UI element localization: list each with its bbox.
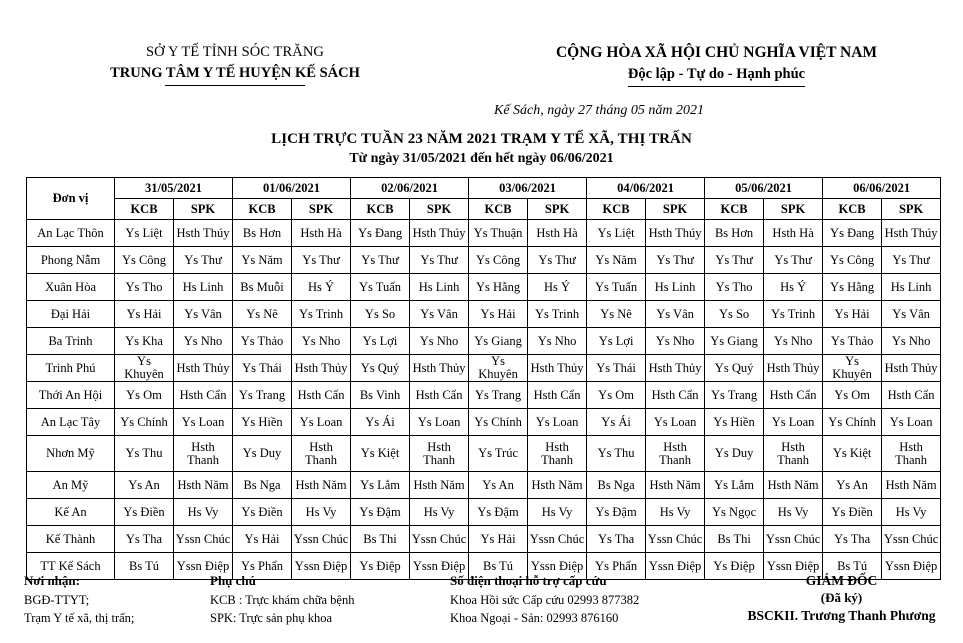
unit-name-cell: Ba Trinh bbox=[27, 328, 115, 355]
duty-cell: Ys Điệp bbox=[351, 553, 410, 580]
duty-cell: Ys Loan bbox=[174, 409, 233, 436]
duty-cell: Hsth Thủy bbox=[174, 355, 233, 382]
duty-cell: Ys Công bbox=[469, 247, 528, 274]
duty-cell: Yssn Chúc bbox=[764, 526, 823, 553]
shift-header-kcb-6: KCB bbox=[823, 199, 882, 220]
unit-column-header: Đơn vị bbox=[27, 178, 115, 220]
duty-cell: Ys Nho bbox=[292, 328, 351, 355]
duty-cell: Hsth Cẩn bbox=[410, 382, 469, 409]
duty-cell: Ys Điệp bbox=[705, 553, 764, 580]
duty-cell: Bs Tú bbox=[823, 553, 882, 580]
duty-cell: Yssn Chúc bbox=[528, 526, 587, 553]
duty-cell: Hs Ý bbox=[764, 274, 823, 301]
duty-cell: Ys Hằng bbox=[823, 274, 882, 301]
unit-name-cell: Phong Nẫm bbox=[27, 247, 115, 274]
duty-cell: Ys An bbox=[823, 472, 882, 499]
table-row bbox=[27, 355, 941, 382]
duty-cell: Ys Kiệt bbox=[351, 436, 410, 472]
duty-cell: Ys Công bbox=[823, 247, 882, 274]
shift-header-spk-6: SPK bbox=[882, 199, 941, 220]
signature-title: GIÁM ĐỐC bbox=[805, 573, 878, 588]
duty-cell: Ys Thái bbox=[587, 355, 646, 382]
duty-cell: Ys Quý bbox=[705, 355, 764, 382]
duty-cell: Ys Thư bbox=[646, 247, 705, 274]
notes-heading: Phụ chú bbox=[210, 573, 256, 588]
duty-cell: Ys Thư bbox=[410, 247, 469, 274]
shift-header-spk-5: SPK bbox=[764, 199, 823, 220]
duty-cell: Ys Nho bbox=[646, 328, 705, 355]
unit-name-cell: Nhơn Mỹ bbox=[27, 436, 115, 472]
duty-cell: Ys Năm bbox=[587, 247, 646, 274]
recipient-item-1: Trạm Y tế xã, thị trấn; bbox=[24, 611, 135, 625]
duty-cell: Hsth Năm bbox=[764, 472, 823, 499]
duty-cell: Hsth Thủy bbox=[292, 355, 351, 382]
duty-cell: Bs Nga bbox=[233, 472, 292, 499]
duty-cell: Ys Quý bbox=[351, 355, 410, 382]
date-header-6: 06/06/2021 bbox=[823, 178, 941, 199]
duty-cell: Yssn Chúc bbox=[882, 526, 941, 553]
duty-cell: Hsth Thúy bbox=[646, 220, 705, 247]
document-title: LỊCH TRỰC TUẦN 23 NĂM 2021 TRẠM Y TẾ XÃ, THỊ TRẤN bbox=[271, 131, 692, 147]
emergency-item-0: Khoa Hồi sức Cấp cứu 02993 877382 bbox=[450, 593, 640, 607]
table-row bbox=[27, 499, 941, 526]
duty-cell: Yssn Điệp bbox=[764, 553, 823, 580]
duty-cell: Ys Đậm bbox=[351, 499, 410, 526]
shift-header-spk-0: SPK bbox=[174, 199, 233, 220]
duty-cell: Hs Linh bbox=[174, 274, 233, 301]
table-row bbox=[27, 382, 941, 409]
duty-cell: Ys Nho bbox=[764, 328, 823, 355]
duty-cell: Ys Duy bbox=[705, 436, 764, 472]
duty-cell: Yssn Điệp bbox=[292, 553, 351, 580]
document-footer bbox=[0, 572, 963, 627]
duty-cell: Ys Kiệt bbox=[823, 436, 882, 472]
shift-header-kcb-3: KCB bbox=[469, 199, 528, 220]
duty-cell: Yssn Chúc bbox=[292, 526, 351, 553]
duty-cell: Hsth Cẩn bbox=[882, 382, 941, 409]
duty-cell: Hsth Cẩn bbox=[292, 382, 351, 409]
emergency-item-1: Khoa Ngoại - Sản: 02993 876160 bbox=[450, 611, 619, 625]
duty-cell: Ys Trinh bbox=[764, 301, 823, 328]
duty-cell: Ys Ái bbox=[587, 409, 646, 436]
duty-cell: Hsth Cẩn bbox=[646, 382, 705, 409]
date-header-2: 02/06/2021 bbox=[351, 178, 469, 199]
duty-cell: Ys Loan bbox=[764, 409, 823, 436]
unit-name-cell: Đại Hải bbox=[27, 301, 115, 328]
duty-cell: Ys Trinh bbox=[292, 301, 351, 328]
duty-cell: Hs Vy bbox=[410, 499, 469, 526]
duty-cell: Ys Trinh bbox=[528, 301, 587, 328]
table-body bbox=[27, 220, 941, 580]
unit-name-cell: Kế Thành bbox=[27, 526, 115, 553]
duty-cell: Hsth Thanh bbox=[764, 436, 823, 472]
duty-cell: Bs Nga bbox=[587, 472, 646, 499]
duty-cell: Ys Thảo bbox=[823, 328, 882, 355]
duty-cell: Ys Tho bbox=[705, 274, 764, 301]
shift-header-kcb-0: KCB bbox=[115, 199, 174, 220]
duty-cell: Bs Hơn bbox=[233, 220, 292, 247]
duty-cell: Ys Trang bbox=[705, 382, 764, 409]
duty-cell: Ys Hải bbox=[115, 301, 174, 328]
duty-cell: Ys Thái bbox=[233, 355, 292, 382]
duty-cell: Bs Muỗi bbox=[233, 274, 292, 301]
duty-cell: Bs Hơn bbox=[705, 220, 764, 247]
date-header-row bbox=[27, 178, 941, 199]
duty-cell: Hsth Thanh bbox=[174, 436, 233, 472]
duty-cell: Hsth Thúy bbox=[882, 220, 941, 247]
duty-cell: Hs Linh bbox=[410, 274, 469, 301]
signature-block bbox=[720, 572, 963, 627]
duty-cell: Ys Ngọc bbox=[705, 499, 764, 526]
shift-header-kcb-5: KCB bbox=[705, 199, 764, 220]
duty-cell: Ys Vân bbox=[882, 301, 941, 328]
unit-name-cell: An Mỹ bbox=[27, 472, 115, 499]
unit-name-cell: Xuân Hòa bbox=[27, 274, 115, 301]
duty-cell: Ys Ái bbox=[351, 409, 410, 436]
duty-cell: Ys Loan bbox=[410, 409, 469, 436]
duty-cell: Ys Tuấn bbox=[587, 274, 646, 301]
duty-cell: Ys Hiền bbox=[705, 409, 764, 436]
duty-cell: Hs Vy bbox=[292, 499, 351, 526]
table-row bbox=[27, 220, 941, 247]
duty-cell: Ys Om bbox=[115, 382, 174, 409]
shift-header-kcb-4: KCB bbox=[587, 199, 646, 220]
duty-cell: Ys Đậm bbox=[587, 499, 646, 526]
duty-cell: Ys Vân bbox=[174, 301, 233, 328]
duty-cell: Ys So bbox=[351, 301, 410, 328]
duty-cell: Bs Vinh bbox=[351, 382, 410, 409]
duty-cell: Ys Năm bbox=[233, 247, 292, 274]
unit-name-cell: Thới An Hội bbox=[27, 382, 115, 409]
unit-name-cell: An Lạc Tây bbox=[27, 409, 115, 436]
duty-cell: Ys Lợi bbox=[587, 328, 646, 355]
duty-cell: Ys Đậm bbox=[469, 499, 528, 526]
duty-cell: Bs Tú bbox=[469, 553, 528, 580]
duty-cell: Yssn Điệp bbox=[882, 553, 941, 580]
duty-cell: Ys Loan bbox=[646, 409, 705, 436]
duty-cell: Bs Thi bbox=[705, 526, 764, 553]
duty-cell: Yssn Chúc bbox=[174, 526, 233, 553]
duty-cell: Ys Hiền bbox=[233, 409, 292, 436]
duty-cell: Ys Chính bbox=[469, 409, 528, 436]
duty-cell: Ys Thu bbox=[587, 436, 646, 472]
duty-cell: Ys Tuấn bbox=[351, 274, 410, 301]
duty-cell: Hs Vy bbox=[174, 499, 233, 526]
duty-cell: Hsth Thanh bbox=[882, 436, 941, 472]
duty-cell: Ys Thư bbox=[174, 247, 233, 274]
duty-cell: Hsth Thanh bbox=[528, 436, 587, 472]
duty-cell: Ys Tha bbox=[823, 526, 882, 553]
duty-cell: Bs Thi bbox=[351, 526, 410, 553]
national-title: CỘNG HÒA XÃ HỘI CHỦ NGHĨA VIỆT NAM bbox=[555, 44, 878, 61]
duty-cell: Ys Thư bbox=[705, 247, 764, 274]
date-header-4: 04/06/2021 bbox=[587, 178, 705, 199]
national-motto: Độc lập - Tự do - Hạnh phúc bbox=[628, 63, 805, 85]
place-and-date: Kế Sách, ngày 27 tháng 05 năm 2021 bbox=[494, 103, 704, 118]
duty-cell: Ys Thu bbox=[115, 436, 174, 472]
date-header-0: 31/05/2021 bbox=[115, 178, 233, 199]
duty-cell: Hs Ý bbox=[528, 274, 587, 301]
duty-cell: Hsth Năm bbox=[646, 472, 705, 499]
duty-cell: Hsth Thủy bbox=[646, 355, 705, 382]
duty-cell: Ys Điền bbox=[233, 499, 292, 526]
duty-cell: Ys Phẩn bbox=[587, 553, 646, 580]
duty-cell: Hsth Năm bbox=[528, 472, 587, 499]
table-row bbox=[27, 409, 941, 436]
duty-cell: Hs Linh bbox=[646, 274, 705, 301]
duty-cell: Ys Loan bbox=[292, 409, 351, 436]
duty-cell: Ys Hải bbox=[823, 301, 882, 328]
duty-cell: Ys Nho bbox=[174, 328, 233, 355]
duty-cell: Ys Liệt bbox=[587, 220, 646, 247]
duty-cell: Ys Duy bbox=[233, 436, 292, 472]
duty-cell: Ys Khuyên bbox=[469, 355, 528, 382]
duty-cell: Ys Tho bbox=[115, 274, 174, 301]
shift-header-spk-1: SPK bbox=[292, 199, 351, 220]
duty-cell: Hsth Hà bbox=[292, 220, 351, 247]
duty-cell: Ys Trang bbox=[233, 382, 292, 409]
document-date-range: Từ ngày 31/05/2021 đến hết ngày 06/06/2021 bbox=[349, 151, 614, 166]
emergency-heading: Số điện thoại hỗ trợ cấp cứu bbox=[450, 573, 607, 588]
duty-cell: Ys Hằng bbox=[469, 274, 528, 301]
shift-header-kcb-2: KCB bbox=[351, 199, 410, 220]
duty-cell: Hsth Thủy bbox=[882, 355, 941, 382]
note-item-1: SPK: Trực sản phụ khoa bbox=[210, 611, 333, 625]
duty-cell: Ys Om bbox=[587, 382, 646, 409]
table-row bbox=[27, 328, 941, 355]
table-row bbox=[27, 274, 941, 301]
duty-roster-table bbox=[26, 177, 941, 580]
duty-cell: Hsth Năm bbox=[882, 472, 941, 499]
duty-cell: Ys Vân bbox=[410, 301, 469, 328]
duty-cell: Hsth Thanh bbox=[646, 436, 705, 472]
shift-header-spk-4: SPK bbox=[646, 199, 705, 220]
duty-cell: Ys Điền bbox=[823, 499, 882, 526]
duty-cell: Hsth Thúy bbox=[410, 220, 469, 247]
duty-cell: Yssn Điệp bbox=[646, 553, 705, 580]
duty-cell: Hsth Năm bbox=[174, 472, 233, 499]
shift-header-spk-3: SPK bbox=[528, 199, 587, 220]
document-header bbox=[0, 0, 963, 85]
table-row bbox=[27, 247, 941, 274]
duty-cell: Ys Lắm bbox=[705, 472, 764, 499]
signatory-name: BSCKII. Trương Thanh Phương bbox=[747, 608, 936, 623]
duty-cell: Ys Nho bbox=[528, 328, 587, 355]
organization-block bbox=[0, 42, 470, 85]
duty-cell: Ys Thư bbox=[764, 247, 823, 274]
duty-cell: Ys Khuyên bbox=[115, 355, 174, 382]
duty-cell: Yssn Điệp bbox=[410, 553, 469, 580]
duty-cell: Ys Trang bbox=[469, 382, 528, 409]
duty-cell: Ys Giang bbox=[469, 328, 528, 355]
duty-cell: Ys Lợi bbox=[351, 328, 410, 355]
recipients-block bbox=[0, 572, 210, 627]
emergency-phone-block bbox=[450, 572, 720, 627]
unit-name-cell: TT Kế Sách bbox=[27, 553, 115, 580]
duty-cell: Ys An bbox=[115, 472, 174, 499]
duty-cell: Yssn Chúc bbox=[646, 526, 705, 553]
district-medical-center: TRUNG TÂM Y TẾ HUYỆN KẾ SÁCH bbox=[110, 62, 360, 84]
duty-cell: Ys Loan bbox=[528, 409, 587, 436]
duty-cell: Hsth Thanh bbox=[410, 436, 469, 472]
unit-name-cell: An Lạc Thôn bbox=[27, 220, 115, 247]
duty-cell: Ys Phẩn bbox=[233, 553, 292, 580]
duty-cell: Hsth Năm bbox=[292, 472, 351, 499]
duty-cell: Ys Kha bbox=[115, 328, 174, 355]
notes-block bbox=[210, 572, 450, 627]
duty-cell: Ys Thư bbox=[292, 247, 351, 274]
duty-cell: Ys Vân bbox=[646, 301, 705, 328]
duty-cell: Hsth Cẩn bbox=[528, 382, 587, 409]
unit-name-cell: Kế An bbox=[27, 499, 115, 526]
duty-cell: Yssn Điệp bbox=[174, 553, 233, 580]
duty-cell: Ys Nê bbox=[233, 301, 292, 328]
duty-cell: Ys Công bbox=[115, 247, 174, 274]
duty-cell: Ys Lắm bbox=[351, 472, 410, 499]
duty-cell: Ys Thảo bbox=[233, 328, 292, 355]
duty-cell: Ys Tha bbox=[115, 526, 174, 553]
duty-cell: Ys Thư bbox=[351, 247, 410, 274]
duty-cell: Hs Vy bbox=[882, 499, 941, 526]
duty-cell: Ys Hải bbox=[469, 526, 528, 553]
duty-cell: Hs Ý bbox=[292, 274, 351, 301]
duty-cell: Hs Linh bbox=[882, 274, 941, 301]
province-health-department: SỞ Y TẾ TỈNH SÓC TRĂNG bbox=[146, 44, 324, 60]
note-item-0: KCB : Trực khám chữa bệnh bbox=[210, 593, 355, 607]
shift-header-kcb-1: KCB bbox=[233, 199, 292, 220]
table-row bbox=[27, 526, 941, 553]
shift-header-spk-2: SPK bbox=[410, 199, 469, 220]
duty-cell: Hs Vy bbox=[528, 499, 587, 526]
duty-cell: Ys Chính bbox=[115, 409, 174, 436]
unit-name-cell: Trinh Phú bbox=[27, 355, 115, 382]
signature-signed-note: (Đã ký) bbox=[820, 590, 863, 605]
duty-cell: Ys Chính bbox=[823, 409, 882, 436]
duty-cell: Ys Giang bbox=[705, 328, 764, 355]
table-row bbox=[27, 436, 941, 472]
duty-cell: Ys Đang bbox=[823, 220, 882, 247]
national-heading-block bbox=[470, 42, 963, 85]
duty-cell: Bs Tú bbox=[115, 553, 174, 580]
duty-cell: Ys So bbox=[705, 301, 764, 328]
duty-cell: Hsth Cẩn bbox=[174, 382, 233, 409]
duty-cell: Hsth Hà bbox=[764, 220, 823, 247]
recipients-heading: Nơi nhận: bbox=[24, 573, 80, 588]
duty-cell: Ys Thuận bbox=[469, 220, 528, 247]
duty-cell: Ys Điền bbox=[115, 499, 174, 526]
duty-cell: Hsth Thủy bbox=[528, 355, 587, 382]
duty-cell: Hsth Thủy bbox=[410, 355, 469, 382]
duty-cell: Ys Liệt bbox=[115, 220, 174, 247]
roster-table-wrapper bbox=[26, 177, 938, 580]
duty-cell: Ys Thư bbox=[882, 247, 941, 274]
duty-cell: Ys Loan bbox=[882, 409, 941, 436]
duty-cell: Ys Khuyên bbox=[823, 355, 882, 382]
duty-cell: Hsth Thủy bbox=[764, 355, 823, 382]
duty-cell: Ys Hải bbox=[469, 301, 528, 328]
duty-cell: Hsth Hà bbox=[528, 220, 587, 247]
duty-cell: Hsth Thúy bbox=[174, 220, 233, 247]
recipient-item-0: BGĐ-TTYT; bbox=[24, 593, 90, 607]
duty-cell: Ys Thư bbox=[528, 247, 587, 274]
duty-cell: Yssn Chúc bbox=[410, 526, 469, 553]
duty-cell: Hs Vy bbox=[764, 499, 823, 526]
duty-cell: Hsth Thanh bbox=[292, 436, 351, 472]
duty-cell: Hsth Cẩn bbox=[764, 382, 823, 409]
duty-cell: Yssn Điệp bbox=[528, 553, 587, 580]
date-header-3: 03/06/2021 bbox=[469, 178, 587, 199]
duty-cell: Hs Vy bbox=[646, 499, 705, 526]
duty-cell: Ys Nê bbox=[587, 301, 646, 328]
duty-cell: Ys Tha bbox=[587, 526, 646, 553]
duty-cell: Ys Hải bbox=[233, 526, 292, 553]
date-header-1: 01/06/2021 bbox=[233, 178, 351, 199]
duty-cell: Hsth Năm bbox=[410, 472, 469, 499]
duty-cell: Ys An bbox=[469, 472, 528, 499]
table-row bbox=[27, 301, 941, 328]
duty-cell: Ys Om bbox=[823, 382, 882, 409]
duty-cell: Ys Đang bbox=[351, 220, 410, 247]
duty-cell: Ys Nho bbox=[882, 328, 941, 355]
table-row bbox=[27, 472, 941, 499]
shift-header-row bbox=[27, 199, 941, 220]
duty-cell: Ys Nho bbox=[410, 328, 469, 355]
duty-cell: Ys Trúc bbox=[469, 436, 528, 472]
date-header-5: 05/06/2021 bbox=[705, 178, 823, 199]
table-header bbox=[27, 178, 941, 220]
